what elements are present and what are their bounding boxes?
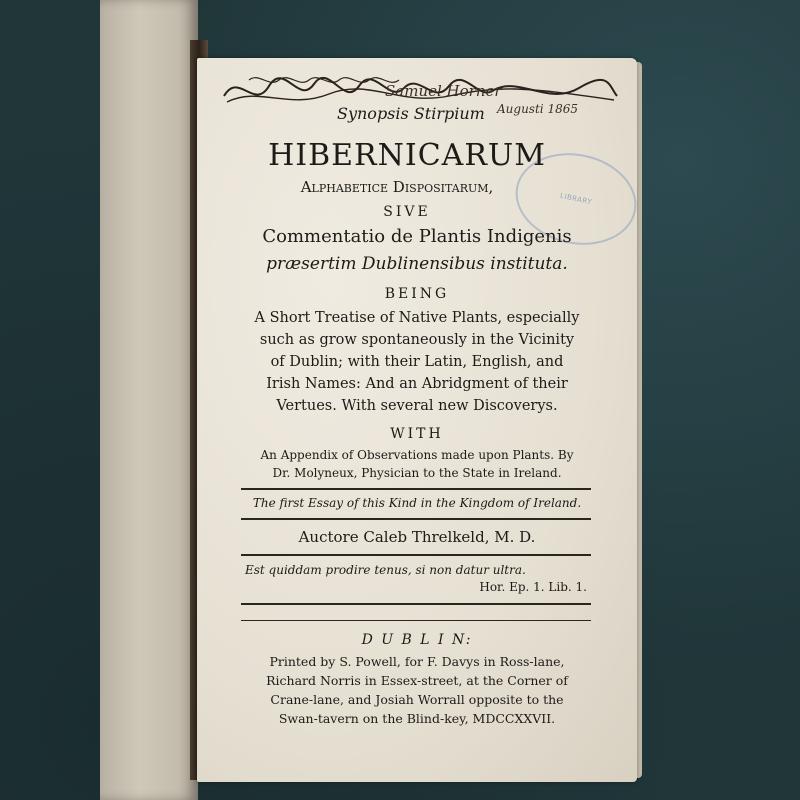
- rule-1: [241, 488, 591, 490]
- imprint-line-2: Richard Norris in Essex-street, at the Corner of: [266, 673, 568, 688]
- main-title: HIBERNICARUM: [268, 138, 546, 173]
- synopsis-line: Synopsis Stirpium: [337, 104, 485, 123]
- dublin-line: D U B L I N:: [361, 632, 473, 648]
- imprint-line-3: Crane-lane, and Josiah Worrall opposite to the: [270, 692, 564, 707]
- imprint-line-4: Swan-tavern on the Blind-key, MDCCXXVII.: [278, 711, 556, 726]
- with-line: WITH: [390, 426, 444, 442]
- motto-reference: Hor. Ep. 1. Lib. 1.: [479, 580, 587, 594]
- book-left-board: [100, 0, 198, 800]
- treatise-line-3: of Dublin; with their Latin, English, and: [270, 354, 564, 370]
- handwritten-signature: Samuel Horner: [385, 82, 502, 100]
- rule-5: [241, 620, 591, 621]
- imprint-line-1: Printed by S. Powell, for F. Davys in Ross-lane,: [269, 654, 565, 669]
- rule-2: [241, 518, 591, 520]
- first-essay-line: The first Essay of this Kind in the Kingdom of Ireland.: [252, 496, 582, 510]
- rule-3: [241, 554, 591, 556]
- motto-line: Est quiddam prodire tenus, si non datur ultra.: [245, 563, 526, 577]
- handwritten-date: Augusti 1865: [497, 102, 578, 116]
- treatise-line-1: A Short Treatise of Native Plants, especially: [254, 310, 580, 326]
- subtitle-alphabetice: Alphabetice Dispositarum,: [300, 178, 494, 196]
- appendix-line-2: Dr. Molyneux, Physician to the State in Ireland.: [272, 466, 562, 480]
- commentatio-line: Commentatio de Plantis Indigenis: [262, 226, 572, 247]
- sive-line: SIVE: [383, 204, 431, 220]
- treatise-line-5: Vertues. With several new Discoverys.: [276, 398, 558, 414]
- praesertim-line: præsertim Dublinensibus instituta.: [266, 254, 568, 274]
- library-stamp: LIBRARY: [507, 142, 645, 255]
- treatise-line-4: Irish Names: And an Abridgment of their: [266, 376, 568, 392]
- rule-4: [241, 603, 591, 605]
- auctore-line: Auctore Caleb Threlkeld, M. D.: [298, 528, 536, 546]
- being-line: BEING: [384, 286, 450, 302]
- treatise-line-2: such as grow spontaneously in the Vicinity: [259, 332, 575, 348]
- appendix-line-1: An Appendix of Observations made upon Plants. By: [260, 448, 574, 462]
- title-page: [197, 58, 637, 782]
